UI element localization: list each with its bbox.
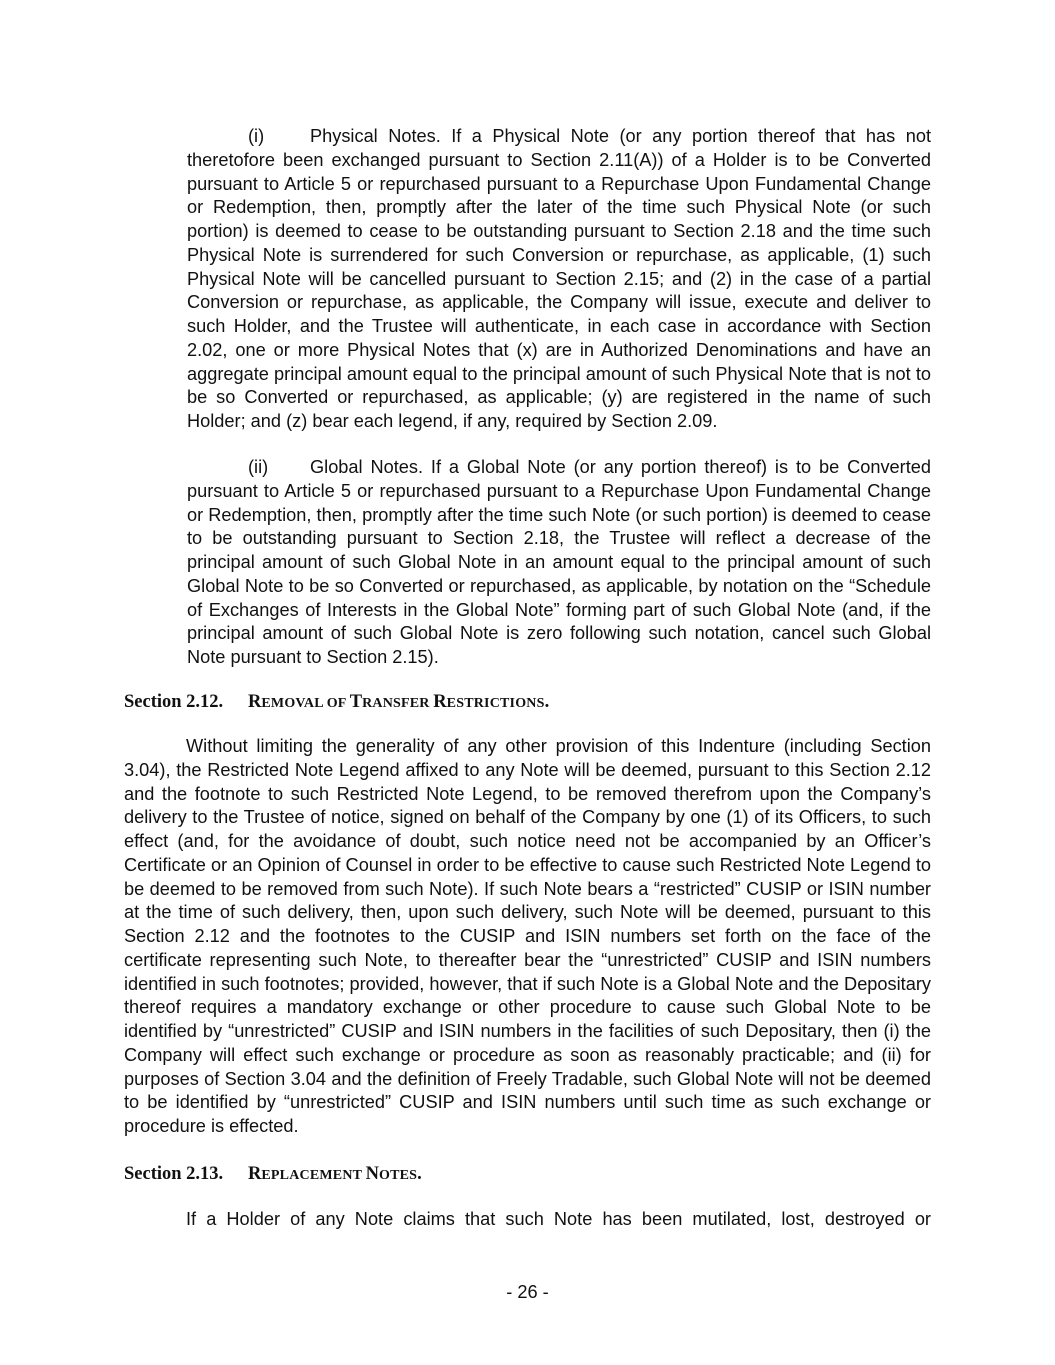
paragraph-physical-notes: [187, 125, 931, 434]
section-title-part: R: [248, 1164, 262, 1184]
page-number: - 26 -: [506, 1282, 549, 1302]
paragraph-text: Global Notes. If a Global Note (or any portion thereof) is to be Converted pursuant to Article 5 or repurchased pursuant to a Repurchase Upon Fundamental Change or Redemption, then, promptly after the time such Note (or such portion) is deemed to cease to be outstanding pursuant to Section 2.18, the Trustee will reflect a decrease of the principal amount of such Global Note in an amount equal to the principal amount of such Global Note to be so Converted or repurchased, as applicable, by notation on the “Schedule of Exchanges of Interests in the Global Note” forming part of such Global Note (and, if the principal amount of such Global Note is zero following such notation, cancel such Global Note pursuant to Section 2.15).: [187, 457, 931, 667]
section-heading-2-12: [124, 691, 549, 715]
section-title-part: R: [433, 692, 447, 712]
section-title-part: R: [248, 692, 262, 712]
section-title-part: N: [365, 1164, 379, 1184]
paragraph-label: (ii): [248, 457, 269, 477]
section-title-part: .: [544, 692, 550, 712]
paragraph-text: Physical Notes. If a Physical Note (or any portion thereof that has not theretofore been exchanged pursuant to Section 2.11(A)) of a Holder is to be Converted pursuant to Article 5 or repurchased pursuant to a Repurchase Upon Fundamental Change or Redemption, then, promptly after the later of the time such Physical Note (or such portion) is deemed to cease to be outstanding pursuant to Section 2.18 and the time such Physical Note is surrendered for such Conversion or repurchase, as applicable, (1) such Physical Note will be cancelled pursuant to Section 2.15; and (2) in the case of a partial Conversion or repurchase, as applicable, the Company will issue, execute and deliver to such Holder, and the Trustee will authenticate, in each case in accordance with Section 2.02, one or more Physical Notes that (x) are in Authorized Denominations and have an aggregate principal amount equal to the principal amount of such Physical Note that is not to be so Converted or repurchased, as applicable; (y) are registered in the name of such Holder; and (z) bear each legend, if any, required by Section 2.09.: [187, 126, 931, 431]
section-2-13-body: If a Holder of any Note claims that such Note has been mutilated, lost, destroyed or: [186, 1209, 931, 1229]
section-title-part: T: [349, 692, 363, 712]
section-title-part: RANSFER: [362, 696, 434, 711]
section-title-part: EMOVAL OF: [261, 696, 350, 711]
section-title-part: ESTRICTIONS: [446, 696, 545, 711]
section-title-part: OTES: [378, 1168, 418, 1183]
section-title-part: EPLACEMENT: [261, 1168, 366, 1183]
paragraph-label: (i): [248, 126, 265, 146]
paragraph-global-notes: [187, 456, 931, 670]
section-number: Section 2.12.: [124, 692, 224, 712]
section-2-12-body: Without limiting the generality of any other provision of this Indenture (including Section 3.04), the Restricted Note Legend affixed to any Note will be deemed, pursuant to this Section 2.12 and the footnote to such Restricted Note Legend, to be removed therefrom upon the Company’s delivery to the Trustee of notice, signed on behalf of the Company by one (1) of its Officers, to such effect (and, for the avoidance of doubt, such notice need not be accompanied by an Officer’s Certificate or an Opinion of Counsel in order to be effective to cause such Restricted Note Legend to be deemed to be removed from such Note). If such Note bears a “restricted” CUSIP or ISIN number at the time of such delivery, then, upon such delivery, such Note will be deemed, pursuant to this Section 2.12 and the footnotes to the CUSIP and ISIN numbers set forth on the face of the certificate representing such Note, to thereafter bear the “unrestricted” CUSIP and ISIN numbers identified in such footnotes; provided, however, that if such Note is a Global Note and the Depositary thereof requires a mandatory exchange or other procedure to cause such Global Note to be identified by “unrestricted” CUSIP and ISIN numbers in the facilities of such Depositary, then (i) the Company will effect such exchange or procedure as soon as reasonably practicable; and (ii) for purposes of Section 3.04 and the definition of Freely Tradable, such Global Note will not be deemed to be identified by “unrestricted” CUSIP and ISIN numbers until such time as such exchange or procedure is effected.: [124, 736, 931, 1136]
section-title-part: .: [417, 1164, 422, 1184]
section-heading-2-13: [124, 1163, 422, 1187]
section-number: Section 2.13.: [124, 1164, 224, 1184]
